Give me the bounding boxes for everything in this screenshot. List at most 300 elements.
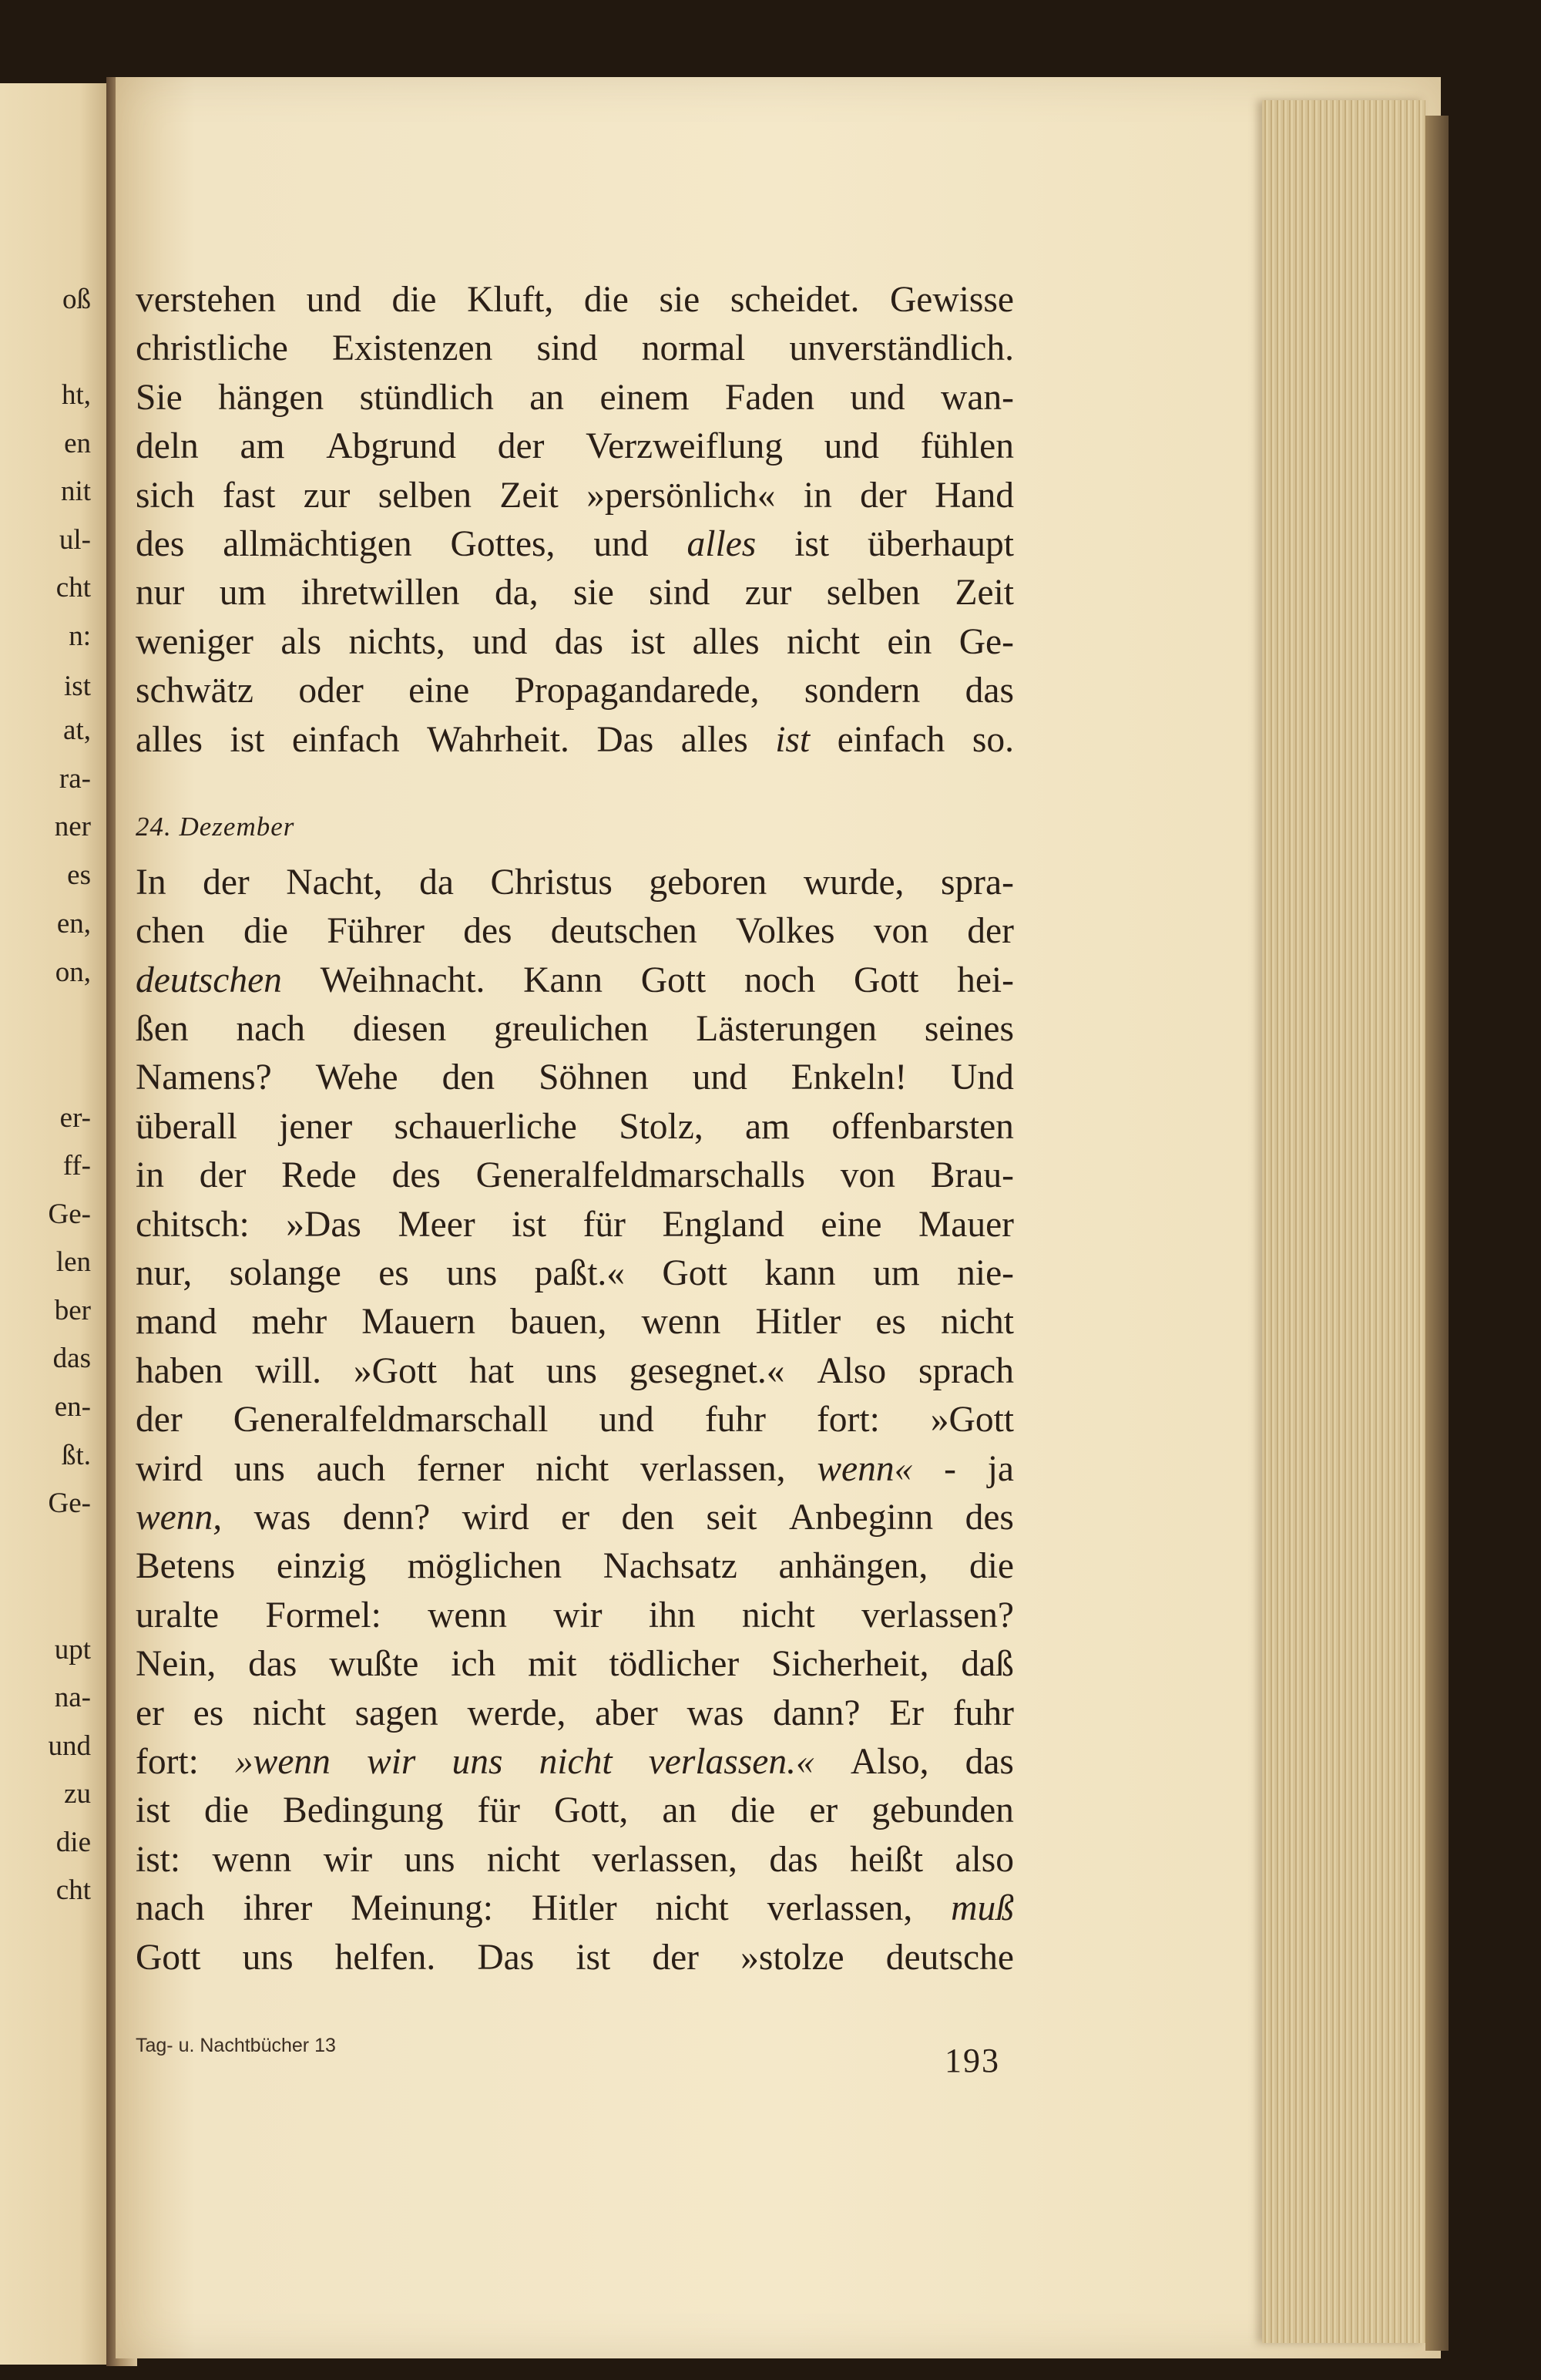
word: uralte (136, 1595, 220, 1635)
word: sind (649, 573, 710, 613)
word: die (203, 1790, 249, 1831)
word: selben (826, 573, 921, 613)
word: nicht (741, 1595, 815, 1635)
text-line (136, 1592, 1014, 1640)
word: geboren (649, 862, 767, 903)
word: und (599, 1400, 654, 1440)
word: ihretwillen (300, 573, 460, 613)
left-page-fragment: ßt. (61, 1440, 91, 1471)
text-line (136, 422, 1014, 471)
word: ist (775, 719, 811, 760)
word: will. (255, 1350, 322, 1391)
word: Lästerungen (696, 1009, 878, 1050)
word: überall (136, 1106, 237, 1147)
word: mehr (251, 1302, 327, 1343)
left-facing-page (0, 83, 114, 2365)
word: der (967, 911, 1014, 952)
left-page-fragment: er- (59, 1102, 91, 1134)
word: er (809, 1790, 838, 1831)
word: Brau- (930, 1155, 1014, 1196)
word: ist (576, 1937, 611, 1978)
word: einfach (291, 719, 400, 760)
word: eine (821, 1204, 882, 1245)
text-line (136, 618, 1014, 667)
text-line (136, 1201, 1014, 1249)
word: Hitler (755, 1302, 841, 1343)
word: mit (528, 1644, 577, 1685)
word: solange (229, 1253, 341, 1294)
word: »Das (286, 1204, 361, 1245)
text-line (136, 1542, 1014, 1591)
word: der (860, 475, 907, 516)
word: sagen (354, 1693, 438, 1733)
word: alles (136, 719, 203, 760)
cover-edge (1425, 116, 1449, 2351)
word: einzig (276, 1546, 366, 1587)
word: wenn (428, 1595, 508, 1635)
word: gesegnet.« (629, 1350, 785, 1391)
word: überhaupt (868, 523, 1014, 564)
word: ihn (648, 1595, 696, 1635)
word: wir (367, 1741, 416, 1782)
text-line (136, 1054, 1014, 1102)
word: deutsche (885, 1937, 1014, 1978)
word: Namens? (136, 1057, 272, 1098)
word: da, (494, 573, 539, 613)
word: nicht (940, 1302, 1014, 1343)
left-page-fragment: das (52, 1343, 91, 1374)
left-page-fragment: ff- (62, 1150, 91, 1182)
word: ferner (417, 1448, 505, 1489)
word: Christus (490, 862, 613, 903)
word: weniger (136, 621, 253, 662)
word: spra- (940, 862, 1014, 903)
text-line (136, 276, 1014, 324)
word: verlassen, (640, 1448, 786, 1489)
word: am (745, 1106, 791, 1147)
word: denn? (342, 1497, 431, 1538)
word: und (306, 280, 361, 320)
word: offenbarsten (831, 1106, 1014, 1147)
word: noch (744, 960, 816, 1000)
page-body (136, 276, 1014, 1982)
word: Bedingung (283, 1790, 444, 1831)
word: wenn, (136, 1497, 223, 1538)
word: hei- (957, 960, 1014, 1000)
word: werde, (467, 1693, 566, 1733)
text-line (136, 1347, 1014, 1396)
text-line (136, 569, 1014, 617)
word: wußte (329, 1644, 419, 1685)
paragraph-2 (136, 859, 1014, 1982)
left-page-fragment: nit (60, 476, 91, 507)
word: Rede (281, 1155, 357, 1196)
word: wir (553, 1595, 603, 1635)
word: Zeit (955, 573, 1014, 613)
word: deutschen (136, 960, 282, 1000)
word: Mauer (918, 1204, 1014, 1245)
word: England (662, 1204, 784, 1245)
word: wan- (941, 377, 1014, 418)
word: Anbeginn (788, 1497, 934, 1538)
word: den (441, 1057, 495, 1098)
word: christliche (136, 328, 288, 369)
left-page-fragment: upt (54, 1634, 91, 1666)
word: nicht (252, 1693, 326, 1733)
left-page-fragment: on, (55, 956, 91, 988)
text-line (136, 1396, 1014, 1444)
word: oder (298, 671, 364, 711)
text-line (136, 1445, 1014, 1494)
text-line (136, 1005, 1014, 1054)
word: haben (136, 1350, 223, 1391)
word: diesen (352, 1009, 447, 1050)
word: nur, (136, 1253, 193, 1294)
word: und (850, 377, 905, 418)
word: der (497, 426, 545, 467)
word: jener (279, 1106, 353, 1147)
text-line (136, 859, 1014, 907)
word: des (391, 1155, 441, 1196)
word: Sicherheit, (771, 1644, 929, 1685)
word: nur (136, 573, 185, 613)
word: wir (323, 1839, 373, 1880)
word: zur (303, 475, 351, 516)
word: helfen. (334, 1937, 436, 1978)
word: den (621, 1497, 675, 1538)
word: greulichen (494, 1009, 649, 1050)
word: von (840, 1155, 895, 1196)
word: paßt.« (534, 1253, 626, 1294)
word: wenn (641, 1302, 721, 1343)
word: sprach (918, 1350, 1014, 1391)
word: nie- (957, 1253, 1014, 1294)
word: allmächtigen (223, 523, 412, 564)
word: was (687, 1693, 744, 1733)
text-line (136, 1640, 1014, 1689)
paragraph-1 (136, 276, 1014, 765)
word: nicht (539, 1741, 613, 1782)
word: wenn (212, 1839, 292, 1880)
word: Wehe (315, 1057, 398, 1098)
text-line (136, 1787, 1014, 1835)
word: scheidet. (730, 280, 860, 320)
word: Faden (724, 377, 814, 418)
word: hängen (218, 377, 324, 418)
word: wenn« (817, 1448, 913, 1489)
word: das (248, 1644, 297, 1685)
word: schauerliche (394, 1106, 577, 1147)
left-page-fragment: len (55, 1246, 91, 1278)
word: verstehen (136, 280, 276, 320)
word: des (965, 1497, 1014, 1538)
word: ist (512, 1204, 547, 1245)
word: fuhr (952, 1693, 1014, 1733)
word: der (136, 1400, 183, 1440)
word: am (240, 426, 285, 467)
word: stündlich (359, 377, 494, 418)
word: ßen (136, 1009, 189, 1050)
word: sondern (804, 671, 921, 711)
word: Nacht, (286, 862, 383, 903)
word: »persönlich« (586, 475, 776, 516)
printer-signature: Tag- u. Nachtbücher 13 (136, 2035, 336, 2056)
word: ist (794, 523, 830, 564)
word: Enkeln! (791, 1057, 908, 1098)
word: die (583, 280, 629, 320)
word: Verzweiflung (586, 426, 783, 467)
word: ist (230, 719, 265, 760)
word: »Gott (353, 1350, 438, 1391)
word: nicht (787, 621, 860, 662)
word: Das (477, 1937, 535, 1978)
word: Weihnacht. (320, 960, 485, 1000)
text-line (136, 1151, 1014, 1200)
word: ihrer (243, 1888, 313, 1929)
word: möglichen (407, 1546, 562, 1587)
word: uns (233, 1448, 285, 1489)
left-page-fragment: es (67, 859, 91, 891)
left-page-fragment: Ge- (48, 1488, 91, 1519)
word: die (969, 1546, 1014, 1587)
word: Und (951, 1057, 1014, 1098)
word: in (136, 1155, 164, 1196)
word: daß (961, 1644, 1014, 1685)
text-line (136, 1934, 1014, 1982)
word: uns (446, 1253, 498, 1294)
word: Existenzen (331, 328, 493, 369)
word: normal (641, 328, 746, 369)
word: an (662, 1790, 697, 1831)
word: unverständlich. (789, 328, 1014, 369)
word: und (593, 523, 649, 564)
word: Gott (136, 1937, 201, 1978)
word: der (652, 1937, 699, 1978)
word: uns (242, 1937, 294, 1978)
word: um (219, 573, 267, 613)
word: ist: (136, 1839, 181, 1880)
word: er (561, 1497, 590, 1538)
word: nicht (486, 1839, 560, 1880)
left-page-fragment: und (48, 1730, 91, 1762)
text-line (136, 1836, 1014, 1884)
word: »Gott (930, 1400, 1014, 1440)
left-page-fragment: die (55, 1827, 91, 1858)
word: fuhr (704, 1400, 766, 1440)
word: verlassen? (861, 1595, 1014, 1635)
word: verlassen, (767, 1888, 913, 1929)
word: Gewisse (890, 280, 1014, 320)
word: sie (573, 573, 614, 613)
word: das (769, 1839, 818, 1880)
left-page-fragment: cht (55, 1874, 91, 1906)
word: die (391, 280, 437, 320)
word: ist (136, 1790, 170, 1831)
left-page-fragment: ner (54, 811, 91, 842)
word: der (203, 862, 250, 903)
word: heißt (850, 1839, 924, 1880)
word: sie (659, 280, 700, 320)
word: uns (546, 1350, 597, 1391)
word: tödlicher (609, 1644, 740, 1685)
word: wurde, (803, 862, 905, 903)
word: fühlen (920, 426, 1014, 467)
word: uns (452, 1741, 503, 1782)
word: Meinung: (351, 1888, 493, 1929)
word: also (955, 1839, 1014, 1880)
word: einem (599, 377, 690, 418)
word: Zeit (499, 475, 559, 516)
left-page-fragment: en (64, 428, 91, 459)
text-line (136, 1884, 1014, 1933)
word: ich (451, 1644, 496, 1685)
word: Er (889, 1693, 925, 1733)
word: ja (987, 1448, 1014, 1489)
word: die (730, 1790, 776, 1831)
word: - (944, 1448, 956, 1489)
word: nach (236, 1009, 306, 1050)
text-line (136, 1249, 1014, 1298)
word: nach (136, 1888, 205, 1929)
word: fort: (136, 1741, 199, 1782)
word: Betens (136, 1546, 236, 1587)
word: Propagandarede, (514, 671, 760, 711)
text-line (136, 1103, 1014, 1151)
word: und (692, 1057, 747, 1098)
text-line (136, 472, 1014, 520)
word: es (875, 1302, 906, 1343)
left-page-fragment: cht (55, 572, 91, 603)
word: Gottes, (450, 523, 556, 564)
word: deutschen (550, 911, 697, 952)
word: Meer (398, 1204, 475, 1245)
word: deln (136, 426, 199, 467)
word: verlassen, (592, 1839, 737, 1880)
left-page-fragment: oß (62, 284, 91, 315)
word: muß (951, 1888, 1014, 1929)
word: Stolz, (619, 1106, 703, 1147)
left-page-fragment: ul- (59, 524, 91, 556)
word: als (280, 621, 322, 662)
text-line (136, 1738, 1014, 1787)
word: Kluft, (467, 280, 554, 320)
word: nichts, (348, 621, 445, 662)
word: des (463, 911, 512, 952)
word: er (136, 1693, 164, 1733)
text-line (136, 907, 1014, 956)
text-line (136, 956, 1014, 1005)
word: ist (630, 621, 666, 662)
text-line (136, 324, 1014, 373)
word: ein (887, 621, 932, 662)
word: fort: (816, 1400, 880, 1440)
word: schwätz (136, 671, 253, 711)
word: anhängen, (778, 1546, 928, 1587)
word: Generalfeldmarschall (233, 1400, 549, 1440)
word: alles (687, 523, 757, 564)
word: wird (136, 1448, 203, 1489)
word: alles (680, 719, 748, 760)
text-line (136, 1689, 1014, 1738)
word: uns (404, 1839, 455, 1880)
word: Sie (136, 377, 183, 418)
word: und (824, 426, 879, 467)
word: chitsch: (136, 1204, 250, 1245)
left-page-fragment: ra- (59, 763, 91, 795)
word: Generalfeldmarschalls (475, 1155, 805, 1196)
word: da (419, 862, 454, 903)
word: für (582, 1204, 626, 1245)
word: Also (817, 1350, 887, 1391)
word: In (136, 862, 166, 903)
word: was (253, 1497, 311, 1538)
word: dann? (773, 1693, 861, 1733)
left-page-fragment: ht, (61, 379, 91, 411)
word: Hand (935, 475, 1014, 516)
word: seit (706, 1497, 757, 1538)
word: zur (744, 573, 792, 613)
word: Gott, (553, 1790, 629, 1831)
page-number: 193 (945, 2042, 1000, 2079)
word: eine (408, 671, 470, 711)
word: so. (972, 719, 1014, 760)
word: Nachsatz (603, 1546, 737, 1587)
date-heading: 24. Dezember (136, 811, 295, 842)
word: Kann (523, 960, 603, 1000)
word: »wenn (234, 1741, 331, 1782)
word: auch (316, 1448, 386, 1489)
word: an (529, 377, 565, 418)
text-line (136, 1494, 1014, 1542)
word: Volkes (736, 911, 835, 952)
left-page-fragment: at, (63, 714, 91, 746)
word: es (378, 1253, 409, 1294)
left-page-fragment: na- (54, 1682, 91, 1713)
left-page-fragment: zu (64, 1778, 91, 1810)
word: aber (595, 1693, 658, 1733)
text-line (136, 520, 1014, 569)
word: des (136, 523, 185, 564)
word: gebunden (871, 1790, 1014, 1831)
text-line (136, 374, 1014, 422)
word: mand (136, 1302, 217, 1343)
word: Formel: (265, 1595, 381, 1635)
word: in (803, 475, 832, 516)
word: Mauern (361, 1302, 476, 1343)
word: Nein, (136, 1644, 217, 1685)
word: das (965, 671, 1014, 711)
word: selben (378, 475, 472, 516)
word: Wahrheit. (427, 719, 569, 760)
word: Abgrund (326, 426, 457, 467)
word: seines (924, 1009, 1014, 1050)
left-page-fragment: en, (56, 908, 91, 940)
word: für (477, 1790, 520, 1831)
left-page-fragment: en- (54, 1391, 91, 1423)
word: hat (468, 1350, 515, 1391)
word: von (873, 911, 928, 952)
word: wird (462, 1497, 529, 1538)
section-gap (136, 765, 1014, 795)
word: fast (222, 475, 276, 516)
word: verlassen.« (648, 1741, 814, 1782)
word: sind (536, 328, 598, 369)
word: Also, (850, 1741, 929, 1782)
word: Söhnen (539, 1057, 649, 1098)
word: die (243, 911, 288, 952)
word: »stolze (740, 1937, 844, 1978)
left-page-fragment: n: (69, 620, 91, 652)
